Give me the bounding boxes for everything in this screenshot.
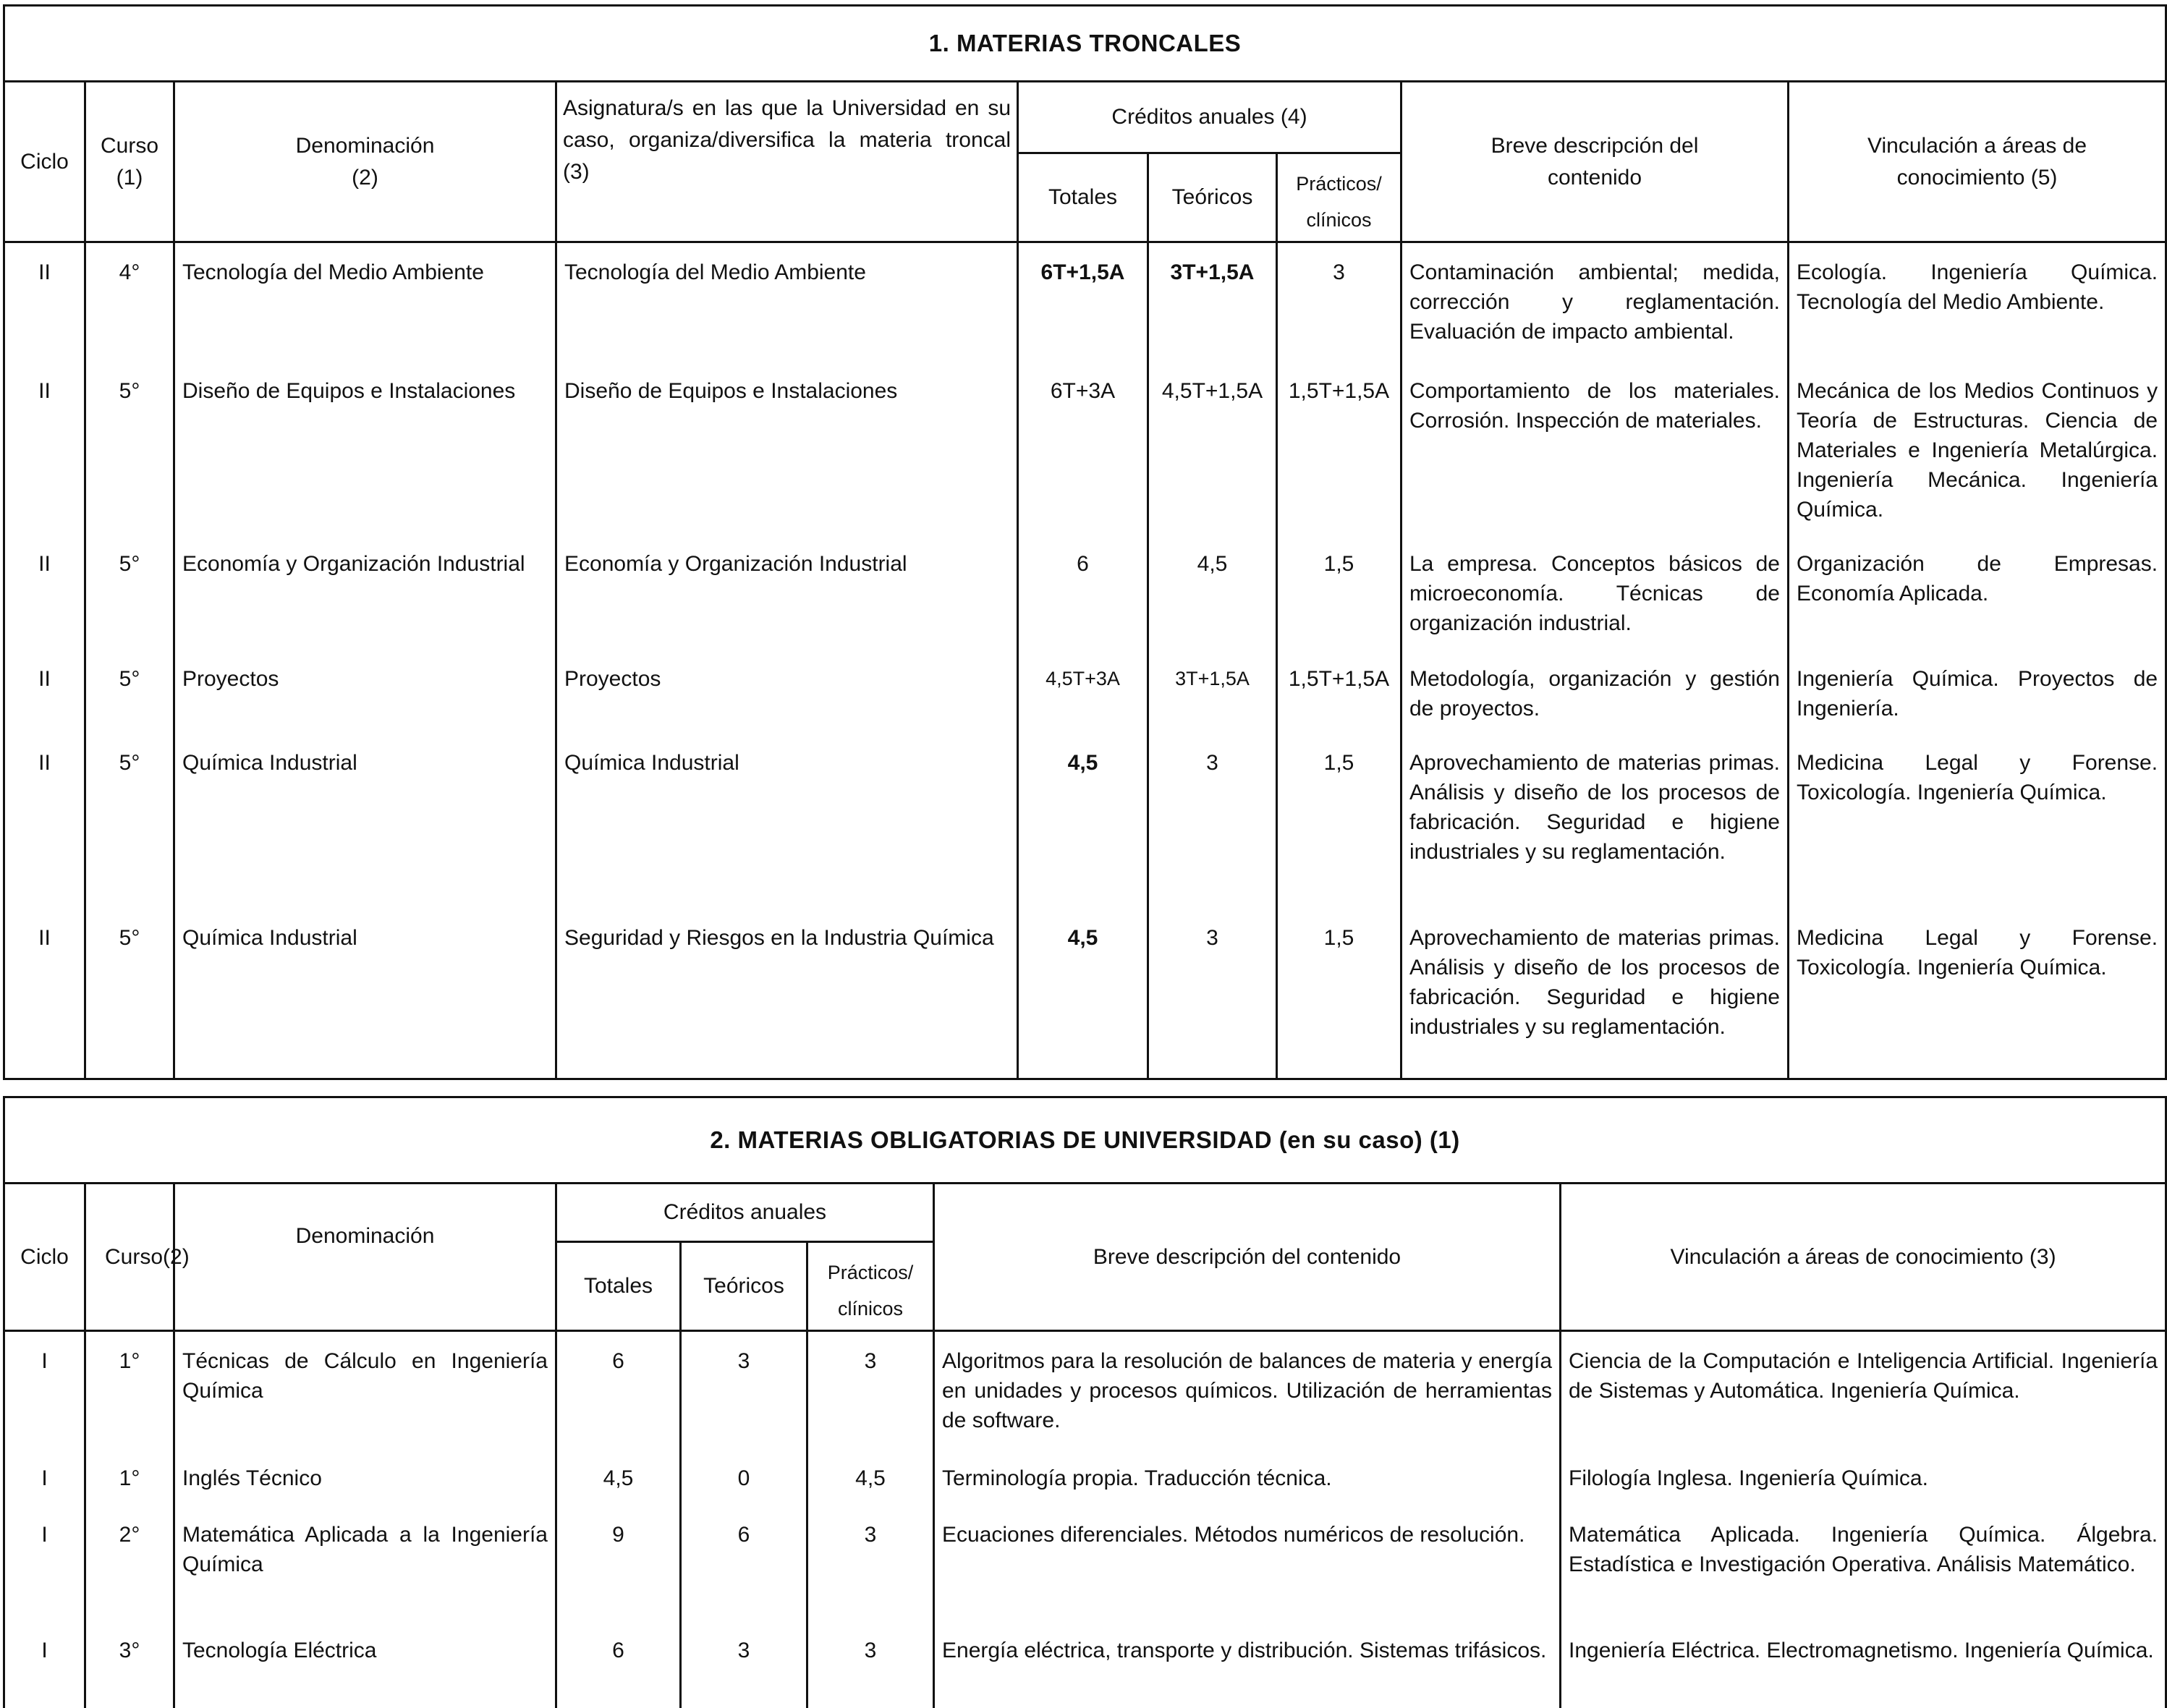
materias-troncales-table <box>3 4 2167 1080</box>
cell-asignatura: Tecnología del Medio Ambiente <box>556 243 1018 362</box>
cell-ciclo: I <box>4 1449 85 1505</box>
cell-practicos: 1,5 <box>1277 909 1401 1079</box>
table-row <box>4 734 2166 909</box>
header-ciclo: Ciclo <box>4 82 85 242</box>
header-totales: Totales <box>1018 153 1148 242</box>
header-denominacion-note: (2) <box>352 165 378 190</box>
header-totales: Totales <box>556 1242 681 1331</box>
cell-totales: 4,5 <box>1018 909 1148 1079</box>
cell-teoricos: 3 <box>1148 909 1277 1079</box>
header-denominacion-label: Denominación <box>295 133 435 158</box>
cell-denominacion: Economía y Organización Industrial <box>174 535 556 650</box>
cell-ciclo: II <box>4 734 85 909</box>
cell-curso: 5° <box>85 909 174 1079</box>
cell-curso: 5° <box>85 734 174 909</box>
cell-teoricos: 4,5 <box>1148 535 1277 650</box>
header-vinculacion: Vinculación a áreas de conocimiento (3) <box>1561 1184 2166 1331</box>
materias-obligatorias-table <box>3 1096 2167 1708</box>
table-row <box>4 1621 2166 1708</box>
cell-denominacion: Tecnología Eléctrica <box>174 1621 556 1708</box>
header-practicos: Prácticos/ clínicos <box>807 1242 934 1331</box>
header-teoricos: Teóricos <box>681 1242 807 1331</box>
cell-descripcion: Aprovechamiento de materias primas. Análisis y diseño de los procesos de fabricación. Seguridad e higiene industriales y su reglamentación. <box>1401 909 1789 1079</box>
cell-curso: 2° <box>85 1505 174 1621</box>
header-curso: Curso(2) <box>85 1184 174 1331</box>
cell-descripcion: Ecuaciones diferenciales. Métodos numéricos de resolución. <box>934 1505 1561 1621</box>
cell-teoricos: 3T+1,5A <box>1148 243 1277 362</box>
header-denominacion: Denominación <box>174 1184 556 1331</box>
cell-descripcion: Terminología propia. Traducción técnica. <box>934 1449 1561 1505</box>
cell-teoricos: 4,5T+1,5A <box>1148 362 1277 535</box>
cell-curso: 5° <box>85 650 174 734</box>
header-curso <box>85 82 174 242</box>
cell-totales: 9 <box>556 1505 681 1621</box>
cell-teoricos: 3 <box>1148 734 1277 909</box>
cell-curso: 5° <box>85 362 174 535</box>
cell-vinculacion: Ingeniería Eléctrica. Electromagnetismo. Ingeniería Química. <box>1561 1621 2166 1708</box>
cell-vinculacion: Ecología. Ingeniería Química. Tecnología del Medio Ambiente. <box>1789 243 2166 362</box>
cell-denominacion: Química Industrial <box>174 909 556 1079</box>
cell-curso: 3° <box>85 1621 174 1708</box>
cell-descripcion: Aprovechamiento de materias primas. Análisis y diseño de los procesos de fabricación. Seguridad e higiene industriales y su reglamentación. <box>1401 734 1789 909</box>
cell-descripcion: Contaminación ambiental; medida, corrección y reglamentación. Evaluación de impacto ambiental. <box>1401 243 1789 362</box>
cell-denominacion: Matemática Aplicada a la Ingeniería Química <box>174 1505 556 1621</box>
table-row <box>4 535 2166 650</box>
cell-asignatura: Diseño de Equipos e Instalaciones <box>556 362 1018 535</box>
cell-vinculacion: Matemática Aplicada. Ingeniería Química. Álgebra. Estadística e Investigación Operativa. Análisis Matemático. <box>1561 1505 2166 1621</box>
table-row <box>4 650 2166 734</box>
header-creditos: Créditos anuales <box>556 1184 934 1242</box>
header-teoricos: Teóricos <box>1148 153 1277 242</box>
cell-ciclo: I <box>4 1621 85 1708</box>
cell-curso: 1° <box>85 1332 174 1449</box>
cell-totales: 6 <box>1018 535 1148 650</box>
table-row <box>4 1332 2166 1449</box>
cell-descripcion: Comportamiento de los materiales. Corrosión. Inspección de materiales. <box>1401 362 1789 535</box>
cell-ciclo: I <box>4 1332 85 1449</box>
cell-totales: 4,5 <box>1018 734 1148 909</box>
cell-vinculacion: Medicina Legal y Forense. Toxicología. Ingeniería Química. <box>1789 734 2166 909</box>
cell-practicos: 1,5 <box>1277 734 1401 909</box>
cell-practicos: 1,5 <box>1277 535 1401 650</box>
cell-asignatura: Química Industrial <box>556 734 1018 909</box>
cell-vinculacion: Ciencia de la Computación e Inteligencia Artificial. Ingeniería de Sistemas y Automática. Ingeniería Química. <box>1561 1332 2166 1449</box>
cell-practicos: 1,5T+1,5A <box>1277 650 1401 734</box>
cell-totales: 4,5T+3A <box>1018 650 1148 734</box>
cell-descripcion: La empresa. Conceptos básicos de microeconomía. Técnicas de organización industrial. <box>1401 535 1789 650</box>
cell-asignatura: Economía y Organización Industrial <box>556 535 1018 650</box>
header-creditos: Créditos anuales (4) <box>1018 82 1401 153</box>
cell-practicos: 4,5 <box>807 1449 934 1505</box>
header-ciclo: Ciclo <box>4 1184 85 1331</box>
header-practicos: Prácticos/ clínicos <box>1277 153 1401 242</box>
cell-teoricos: 3T+1,5A <box>1148 650 1277 734</box>
cell-ciclo: II <box>4 243 85 362</box>
cell-vinculacion: Mecánica de los Medios Continuos y Teoría de Estructuras. Ciencia de Materiales e Ingeniería Metalúrgica. Ingeniería Mecánica. Ingeniería Química. <box>1789 362 2166 535</box>
cell-vinculacion: Medicina Legal y Forense. Toxicología. Ingeniería Química. <box>1789 909 2166 1079</box>
cell-vinculacion: Ingeniería Química. Proyectos de Ingeniería. <box>1789 650 2166 734</box>
table-row <box>4 362 2166 535</box>
header-denominacion <box>174 82 556 242</box>
cell-descripcion: Algoritmos para la resolución de balances de materia y energía en unidades y procesos químicos. Utilización de herramientas de software. <box>934 1332 1561 1449</box>
cell-totales: 4,5 <box>556 1449 681 1505</box>
table-title: 1. MATERIAS TRONCALES <box>4 6 2166 82</box>
cell-practicos: 3 <box>1277 243 1401 362</box>
table-row <box>4 909 2166 1079</box>
cell-vinculacion: Filología Inglesa. Ingeniería Química. <box>1561 1449 2166 1505</box>
cell-ciclo: II <box>4 650 85 734</box>
cell-denominacion: Inglés Técnico <box>174 1449 556 1505</box>
cell-practicos: 3 <box>807 1621 934 1708</box>
header-descripcion: Breve descripción del contenido <box>934 1184 1561 1331</box>
cell-practicos: 1,5T+1,5A <box>1277 362 1401 535</box>
cell-teoricos: 3 <box>681 1332 807 1449</box>
header-curso-note: (1) <box>116 165 143 190</box>
cell-denominacion: Tecnología del Medio Ambiente <box>174 243 556 362</box>
cell-totales: 6 <box>556 1621 681 1708</box>
cell-teoricos: 0 <box>681 1449 807 1505</box>
table-row <box>4 1449 2166 1505</box>
cell-curso: 4° <box>85 243 174 362</box>
cell-practicos: 3 <box>807 1332 934 1449</box>
header-vinculacion: Vinculación a áreas de conocimiento (5) <box>1789 82 2166 242</box>
cell-vinculacion: Organización de Empresas. Economía Aplicada. <box>1789 535 2166 650</box>
table-row <box>4 1505 2166 1621</box>
cell-asignatura: Proyectos <box>556 650 1018 734</box>
table-title: 2. MATERIAS OBLIGATORIAS DE UNIVERSIDAD (en su caso) (1) <box>4 1097 2166 1184</box>
cell-curso: 5° <box>85 535 174 650</box>
table-row <box>4 243 2166 362</box>
cell-ciclo: II <box>4 909 85 1079</box>
cell-curso: 1° <box>85 1449 174 1505</box>
cell-totales: 6T+1,5A <box>1018 243 1148 362</box>
header-asignatura: Asignatura/s en las que la Universidad en su caso, organiza/diversifica la materia troncal (3) <box>556 82 1018 242</box>
header-curso-label: Curso <box>100 133 159 158</box>
cell-ciclo: I <box>4 1505 85 1621</box>
cell-ciclo: II <box>4 535 85 650</box>
cell-teoricos: 3 <box>681 1621 807 1708</box>
cell-descripcion: Metodología, organización y gestión de proyectos. <box>1401 650 1789 734</box>
header-descripcion: Breve descripción del contenido <box>1401 82 1789 242</box>
cell-totales: 6T+3A <box>1018 362 1148 535</box>
cell-denominacion: Proyectos <box>174 650 556 734</box>
cell-denominacion: Técnicas de Cálculo en Ingeniería Química <box>174 1332 556 1449</box>
cell-ciclo: II <box>4 362 85 535</box>
cell-denominacion: Química Industrial <box>174 734 556 909</box>
cell-practicos: 3 <box>807 1505 934 1621</box>
cell-teoricos: 6 <box>681 1505 807 1621</box>
cell-descripcion: Energía eléctrica, transporte y distribución. Sistemas trifásicos. <box>934 1621 1561 1708</box>
cell-denominacion: Diseño de Equipos e Instalaciones <box>174 362 556 535</box>
cell-asignatura: Seguridad y Riesgos en la Industria Química <box>556 909 1018 1079</box>
cell-totales: 6 <box>556 1332 681 1449</box>
